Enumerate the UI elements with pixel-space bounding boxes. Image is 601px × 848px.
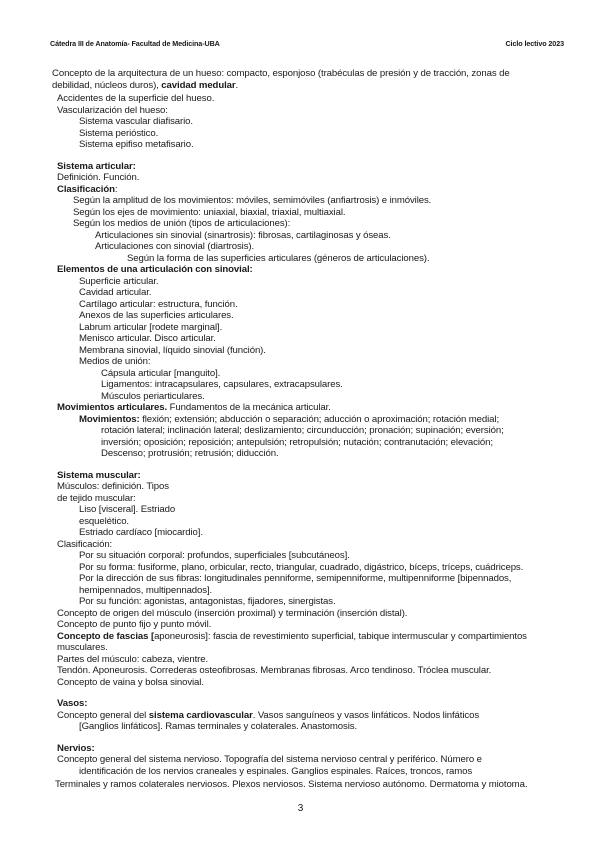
- medullary-cavity-term: cavidad medular: [161, 79, 236, 91]
- nerves-line: Concepto general del sistema nervioso. Topografía del sistema nervioso central y periférico. Número e: [57, 754, 482, 765]
- articular-movements-line: [57, 402, 557, 414]
- list-item: Por su forma: fusiforme, plano, orbicular, recto, triangular, cuadrado, digástrico, bíceps, tríceps, cuádriceps.: [79, 561, 524, 573]
- list-item: Cavidad articular.: [79, 287, 152, 298]
- list-item: Por su situación corporal: profundos, superficiales [subcutáneos].: [79, 550, 350, 561]
- list-item: Labrum articular [rodete marginal].: [79, 321, 223, 333]
- fixed-point-line: Concepto de punto fijo y punto móvil.: [57, 619, 212, 630]
- list-item: Músculos periarticulares.: [101, 390, 205, 402]
- header-institution: Cátedra III de Anatomía- Facultad de Medicina-UBA: [50, 39, 220, 48]
- articular-classification-heading: [57, 184, 557, 196]
- nerves-line: Terminales y ramos colaterales nerviosos. Plexos nerviosos. Sistema nervioso autónomo. Dermatoma y miotoma.: [55, 779, 528, 790]
- movements-line: inversión; oposición; reposición; antepulsión; retropulsión; nutación; contranutación; elevación;: [101, 436, 493, 448]
- list-item: Por su función: agonistas, antagonistas, fijadores, sinergistas.: [79, 596, 336, 607]
- muscle-line: Estriado cardíaco [miocardio].: [79, 527, 203, 538]
- vessels-line: [57, 710, 557, 722]
- fascia-line: musculares.: [57, 642, 108, 653]
- list-item: Sistema vascular diafisario.: [79, 116, 193, 127]
- header-cycle: Ciclo lectivo 2023: [505, 39, 564, 48]
- articular-system-heading: Sistema articular:: [57, 160, 136, 172]
- list-item: hemipennados, multipennados].: [79, 584, 213, 596]
- muscle-parts-line: Partes del músculo: cabeza, vientre.: [57, 653, 209, 665]
- nerves-heading: Nervios:: [57, 742, 95, 754]
- list-item: Membrana sinovial, líquido sinovial (función).: [79, 344, 266, 356]
- muscle-line: Músculos: definición. Tipos: [57, 481, 169, 492]
- bone-architecture-end: .: [235, 79, 239, 91]
- cardiovascular-term: sistema cardiovascular: [148, 709, 253, 721]
- muscular-system-heading: Sistema muscular:: [57, 469, 141, 481]
- fascia-text: : fascia de revestimiento superficial, tabique intermuscular y compartimientos: [207, 630, 527, 642]
- movements-text: flexión; extensión; abducción o separación; aducción o aproximación; rotación medial;: [139, 413, 500, 425]
- bone-surface-line: Accidentes de la superficie del hueso.: [57, 93, 215, 104]
- list-item: Superficie articular.: [79, 275, 159, 287]
- bone-architecture-paragraph: [52, 68, 552, 91]
- muscle-line: de tejido muscular:: [57, 492, 136, 504]
- list-item: Sistema epifiso metafisario.: [79, 139, 194, 150]
- movements-label: Movimientos:: [79, 413, 140, 425]
- muscle-line: Liso [visceral]. Estriado: [79, 504, 176, 515]
- list-item: Según los medios de unión (tipos de articulaciones):: [73, 218, 291, 229]
- list-item: Cápsula articular [manguito].: [101, 367, 221, 379]
- classification-colon: :: [114, 183, 118, 195]
- bone-architecture-text: Concepto de la arquitectura de un hueso: compacto, esponjoso (trabéculas de presión y de tracción, zonas de debilidad, núcleos duros),: [52, 68, 510, 91]
- list-item: Articulaciones sin sinovial (sinartrosis): fibrosas, cartilaginosas y óseas.: [95, 229, 391, 241]
- classification-label: Clasificación: [57, 183, 115, 195]
- list-item: Ligamentos: intracapsulares, capsulares, extracapsulares.: [101, 379, 343, 390]
- vessels-line: [Ganglios linfáticos]. Ramas terminales y colaterales. Anastomosis.: [79, 721, 358, 732]
- bone-vascularization-line: Vascularización del hueso:: [57, 104, 168, 116]
- list-item: Anexos de las superficies articulares.: [79, 310, 234, 321]
- fascia-line: [57, 631, 557, 643]
- list-item: Sistema perióstico.: [79, 127, 159, 139]
- list-item: Según la forma de las superficies articulares (géneros de articulaciones).: [127, 252, 430, 264]
- movements-line: Descenso; protrusión; retrusión; diducción.: [101, 448, 279, 459]
- list-item: Por la dirección de sus fibras: longitudinales penniforme, semipenniforme, multipenniforme [bipennados,: [79, 573, 512, 584]
- fascia-aponeurosis: aponeurosis]: [154, 630, 208, 642]
- sheath-line: Concepto de vaina y bolsa sinovial.: [57, 676, 204, 688]
- list-item: Según la amplitud de los movimientos: móviles, semimóviles (anfiartrosis) e inmóviles.: [73, 195, 432, 206]
- nerves-line: identificación de los nervios craneales y espinales. Ganglios espinales. Raíces, troncos, ramos: [79, 765, 473, 777]
- fascia-heading: Concepto de fascias [: [57, 630, 155, 642]
- document-body: [52, 68, 557, 791]
- list-item: Medios de unión:: [79, 356, 151, 367]
- articular-definition: Definición. Función.: [57, 172, 140, 183]
- muscle-origin-line: Concepto de origen del músculo (inserción proximal) y terminación (inserción distal).: [57, 607, 408, 619]
- muscle-line: esquelético.: [79, 515, 130, 527]
- list-item: Articulaciones con sinovial (diartrosis).: [95, 241, 255, 252]
- vessels-text: Concepto general del: [57, 709, 149, 721]
- movements-line: rotación lateral; inclinación lateral; deslizamiento; circunducción; pronación; supinación; eversión;: [101, 425, 504, 436]
- vessels-heading: Vasos:: [57, 698, 88, 709]
- list-item: Menisco articular. Disco articular.: [79, 333, 216, 344]
- synovial-elements-heading: Elementos de una articulación con sinovial:: [57, 264, 253, 275]
- muscle-classification-heading: Clasificación:: [57, 538, 113, 550]
- page-number: 3: [297, 803, 304, 814]
- movements-line: [57, 414, 557, 426]
- list-item: Según los ejes de movimiento: uniaxial, biaxial, triaxial, multiaxial.: [73, 206, 346, 218]
- list-item: Cartílago articular: estructura, función.: [79, 298, 238, 310]
- tendon-line: Tendón. Aponeurosis. Correderas osteofibrosas. Membranas fibrosas. Arco tendinoso. Tróclea muscular.: [57, 665, 492, 676]
- vessels-text: . Vasos sanguíneos y vasos linfáticos. Nodos linfáticos: [252, 709, 480, 721]
- articular-movements-heading: Movimientos articulares.: [57, 402, 168, 413]
- articular-movements-text: Fundamentos de la mecánica articular.: [167, 402, 331, 413]
